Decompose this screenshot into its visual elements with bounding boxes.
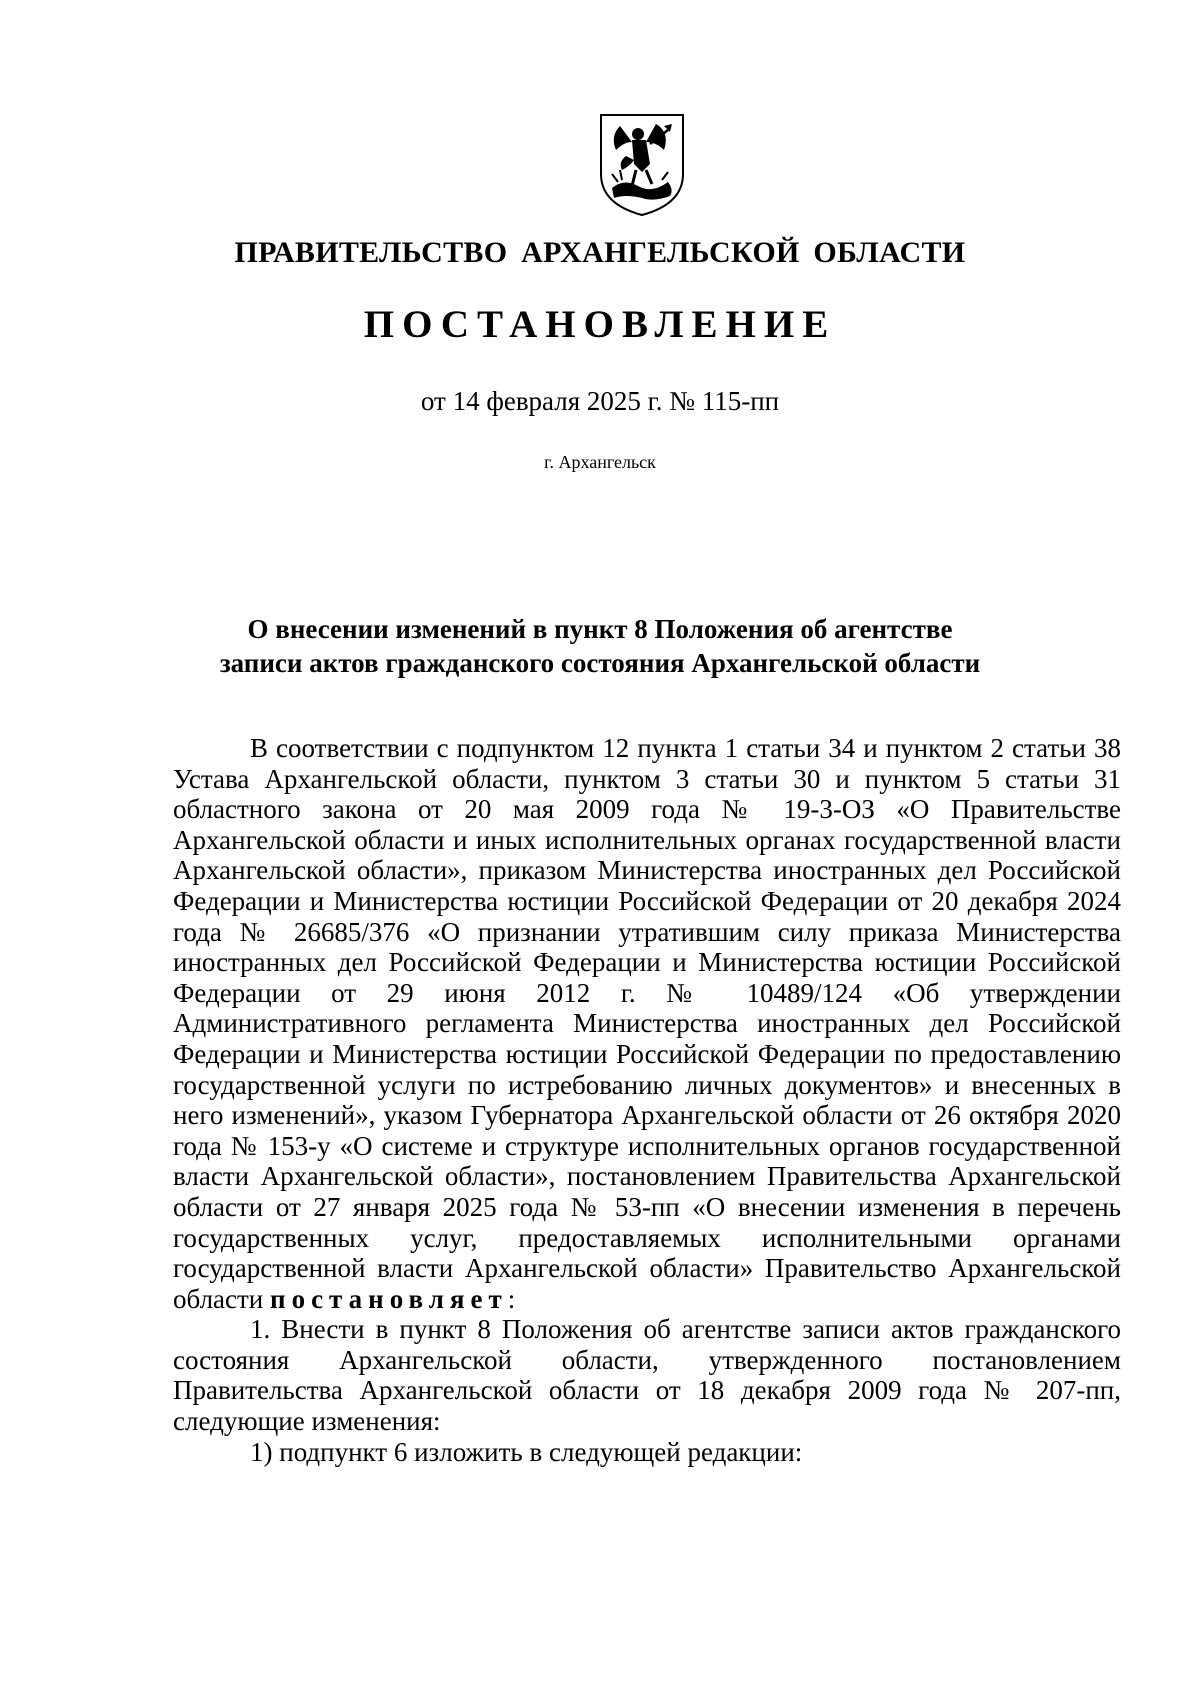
document-date-number: от 14 февраля 2025 г. № 115-пп	[420, 386, 780, 416]
document-city: г. Архангельск	[544, 452, 656, 472]
decree-suffix: :	[507, 1283, 516, 1314]
subject-line-2: записи актов гражданского состояния Архангельской области	[219, 648, 981, 678]
item-1-paragraph: 1. Внести в пункт 8 Положения об агентстве записи актов гражданского состояния Архангельской области, утвержденного постановлением Правительства Архангельской области от 18 декабря 2009 года № 207-пп, следующие изменения:	[173, 1314, 1121, 1437]
preamble-paragraph	[173, 733, 1121, 1314]
government-title: ПРАВИТЕЛЬСТВО АРХАНГЕЛЬСКОЙ ОБЛАСТИ	[234, 236, 966, 269]
decree-word: постановляет	[270, 1283, 508, 1314]
document-type: ПОСТАНОВЛЕНИЕ	[363, 303, 837, 346]
coat-of-arms-icon	[598, 112, 686, 218]
document-subject	[0, 612, 1200, 680]
document-body	[173, 733, 1121, 1467]
item-1-sub-1-paragraph: 1) подпункт 6 изложить в следующей редакции:	[250, 1436, 803, 1467]
preamble-text: В соответствии с подпунктом 12 пункта 1 статьи 34 и пунктом 2 статьи 38 Устава Архангельской области, пунктом 3 статьи 30 и пунктом 5 статьи 31 областного закона от 20 мая 2009 года № 19-3-ОЗ «О Правительстве Архангельской области и иных исполнительных органах государственной власти Архангельской области», приказом Министерства иностранных дел Российской Федерации и Министерства юстиции Российской Федерации от 20 декабря 2024 года № 26685/376 «О признании утратившим силу приказа Министерства иностранных дел Российской Федерации и Министерства юстиции Российской Федерации от 29 июня 2012 г. № 10489/124 «Об утверждении Административного регламента Министерства иностранных дел Российской Федерации и Министерства юстиции Российской Федерации по предоставлению государственной услуги по истребованию личных документов» и внесенных в него изменений», указом Губернатора Архангельской области от 26 октября 2020 года № 153-у «О системе и структуре исполнительных органов государственной власти Архангельской области», постановлением Правительства Архангельской области от 27 января 2025 года № 53-пп «О внесении изменения в перечень государственных услуг, предоставляемых исполнительными органами государственной власти Архангельской области» Правительство Архангельской области	[173, 733, 1121, 1314]
subject-line-1: О внесении изменений в пункт 8 Положения об агентстве	[247, 614, 953, 644]
